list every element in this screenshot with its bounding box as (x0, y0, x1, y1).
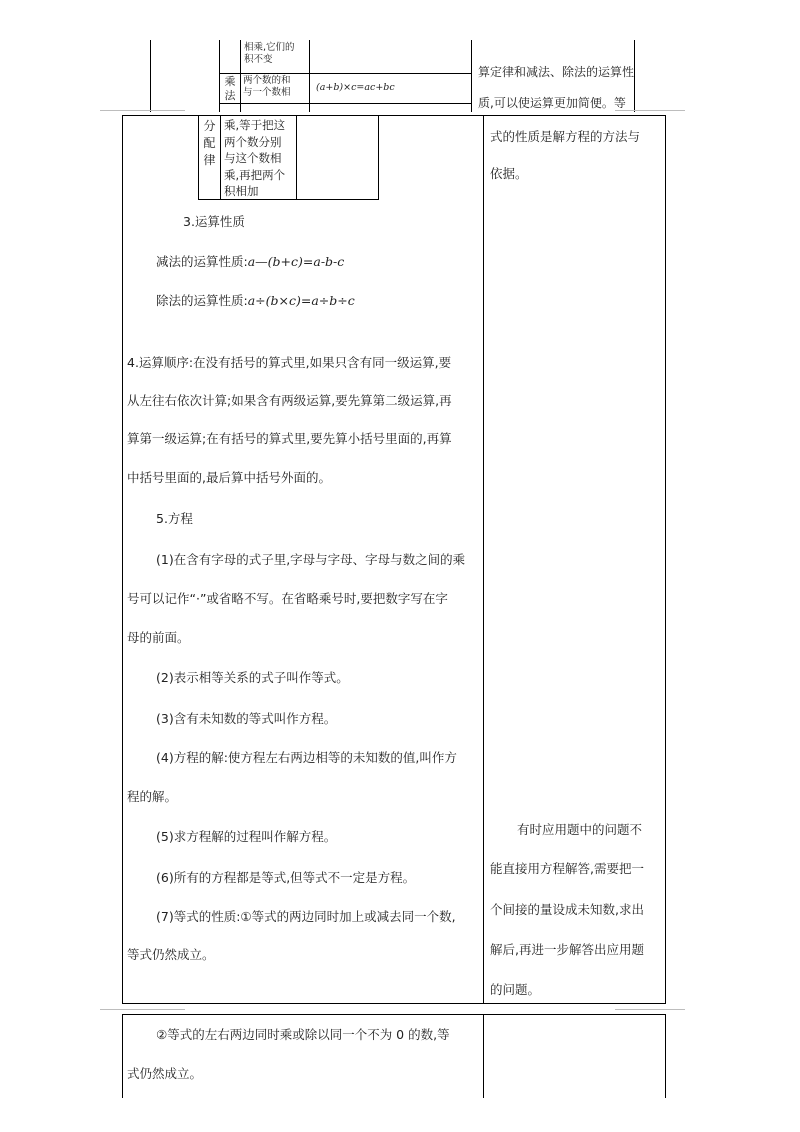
table-border (378, 115, 379, 200)
section-heading: 5.方程 (156, 511, 193, 526)
right-note-line: 算定律和减法、除法的运算性 (478, 65, 635, 79)
table-border (150, 40, 151, 112)
paragraph-line: (7)等式的性质:①等式的两边同时加上或减去同一个数, (156, 909, 456, 924)
paragraph-line: (5)求方程解的过程叫作解方程。 (156, 829, 337, 844)
paragraph-line: 4.运算顺序:在没有括号的算式里,如果只含有同一级运算,要 (127, 355, 452, 370)
table-border (219, 103, 472, 104)
page-break-mark (615, 110, 685, 111)
paragraph-line: 程的解。 (127, 789, 178, 804)
paragraph-line: (2)表示相等关系的式子叫作等式。 (156, 670, 349, 685)
right-note-line: 能直接用方程解答,需要把一 (490, 861, 644, 876)
distributive-formula: (a+b)×c=ac+bc (316, 82, 395, 93)
table-border (665, 1014, 666, 1098)
page-break-mark (615, 1009, 685, 1010)
law-cell-text: 相乘,它们的 积不变 (244, 42, 295, 66)
table-border (240, 40, 241, 112)
paragraph-line: ②等式的左右两边同时乘或除以同一个不为 0 的数,等 (156, 1027, 450, 1042)
right-note-line: 有时应用题中的问题不 (517, 822, 643, 837)
paragraph-line: 从左往右依次计算;如果含有两级运算,要先算第二级运算,再 (127, 393, 452, 408)
table-border (122, 115, 666, 116)
section-heading: 3.运算性质 (183, 214, 245, 229)
paragraph-line: 等式仍然成立。 (127, 947, 215, 962)
table-border (122, 1014, 666, 1015)
subtraction-property: 减法的运算性质:a—(b+c)=a-b-c (156, 254, 345, 269)
distributive-row-text: 两个数的和 与一个数相 (243, 75, 291, 99)
table-border (122, 115, 123, 1004)
paragraph-line: 式仍然成立。 (127, 1066, 203, 1081)
right-note-line: 依据。 (490, 166, 528, 181)
paragraph-line: (3)含有未知数的等式叫作方程。 (156, 711, 337, 726)
table-border (296, 115, 297, 200)
right-note-line: 个间接的量设成未知数,求出 (490, 902, 644, 917)
distributive-label: 分 配 律 (203, 119, 216, 167)
paragraph-line: (4)方程的解:使方程左右两边相等的未知数的值,叫作方 (156, 750, 457, 765)
right-note-line: 式的性质是解方程的方法与 (490, 129, 641, 144)
distributive-text: 乘,等于把这 两个数分别 与这个数相 乘,再把两个 积相加 (224, 118, 286, 198)
table-border (483, 115, 484, 1004)
table-border (309, 40, 310, 112)
table-border (471, 40, 472, 112)
table-border (634, 40, 635, 112)
paragraph-line: 中括号里面的,最后算中括号外面的。 (127, 470, 331, 485)
right-note-line: 质,可以使运算更加简便。等 (478, 96, 626, 110)
paragraph-line: 号可以记作“·”或省略不写。在省略乘号时,要把数字写在字 (127, 591, 448, 606)
paragraph-line: 算第一级运算;在有括号的算式里,要先算小括号里面的,再算 (127, 431, 452, 446)
multiplication-label: 乘 法 (224, 75, 236, 102)
page-break-mark (100, 1009, 185, 1010)
division-formula: a÷(b×c)=a÷b÷c (247, 293, 355, 308)
right-note-line: 解后,再进一步解答出应用题 (490, 942, 644, 957)
table-border (219, 40, 220, 112)
table-border (220, 115, 221, 200)
table-border (122, 1014, 123, 1098)
table-border (665, 115, 666, 1004)
table-border (219, 73, 472, 74)
division-property: 除法的运算性质:a÷(b×c)=a÷b÷c (156, 293, 355, 308)
page-break-mark (100, 110, 185, 111)
table-border (483, 1014, 484, 1098)
table-border (122, 1003, 666, 1004)
subtraction-formula: a—(b+c)=a-b-c (247, 254, 345, 269)
right-note-line: 的问题。 (490, 982, 541, 997)
paragraph-line: 母的前面。 (127, 630, 190, 645)
paragraph-line: (1)在含有字母的式子里,字母与字母、字母与数之间的乘 (156, 552, 466, 567)
table-border (198, 115, 199, 200)
paragraph-line: (6)所有的方程都是等式,但等式不一定是方程。 (156, 870, 416, 885)
